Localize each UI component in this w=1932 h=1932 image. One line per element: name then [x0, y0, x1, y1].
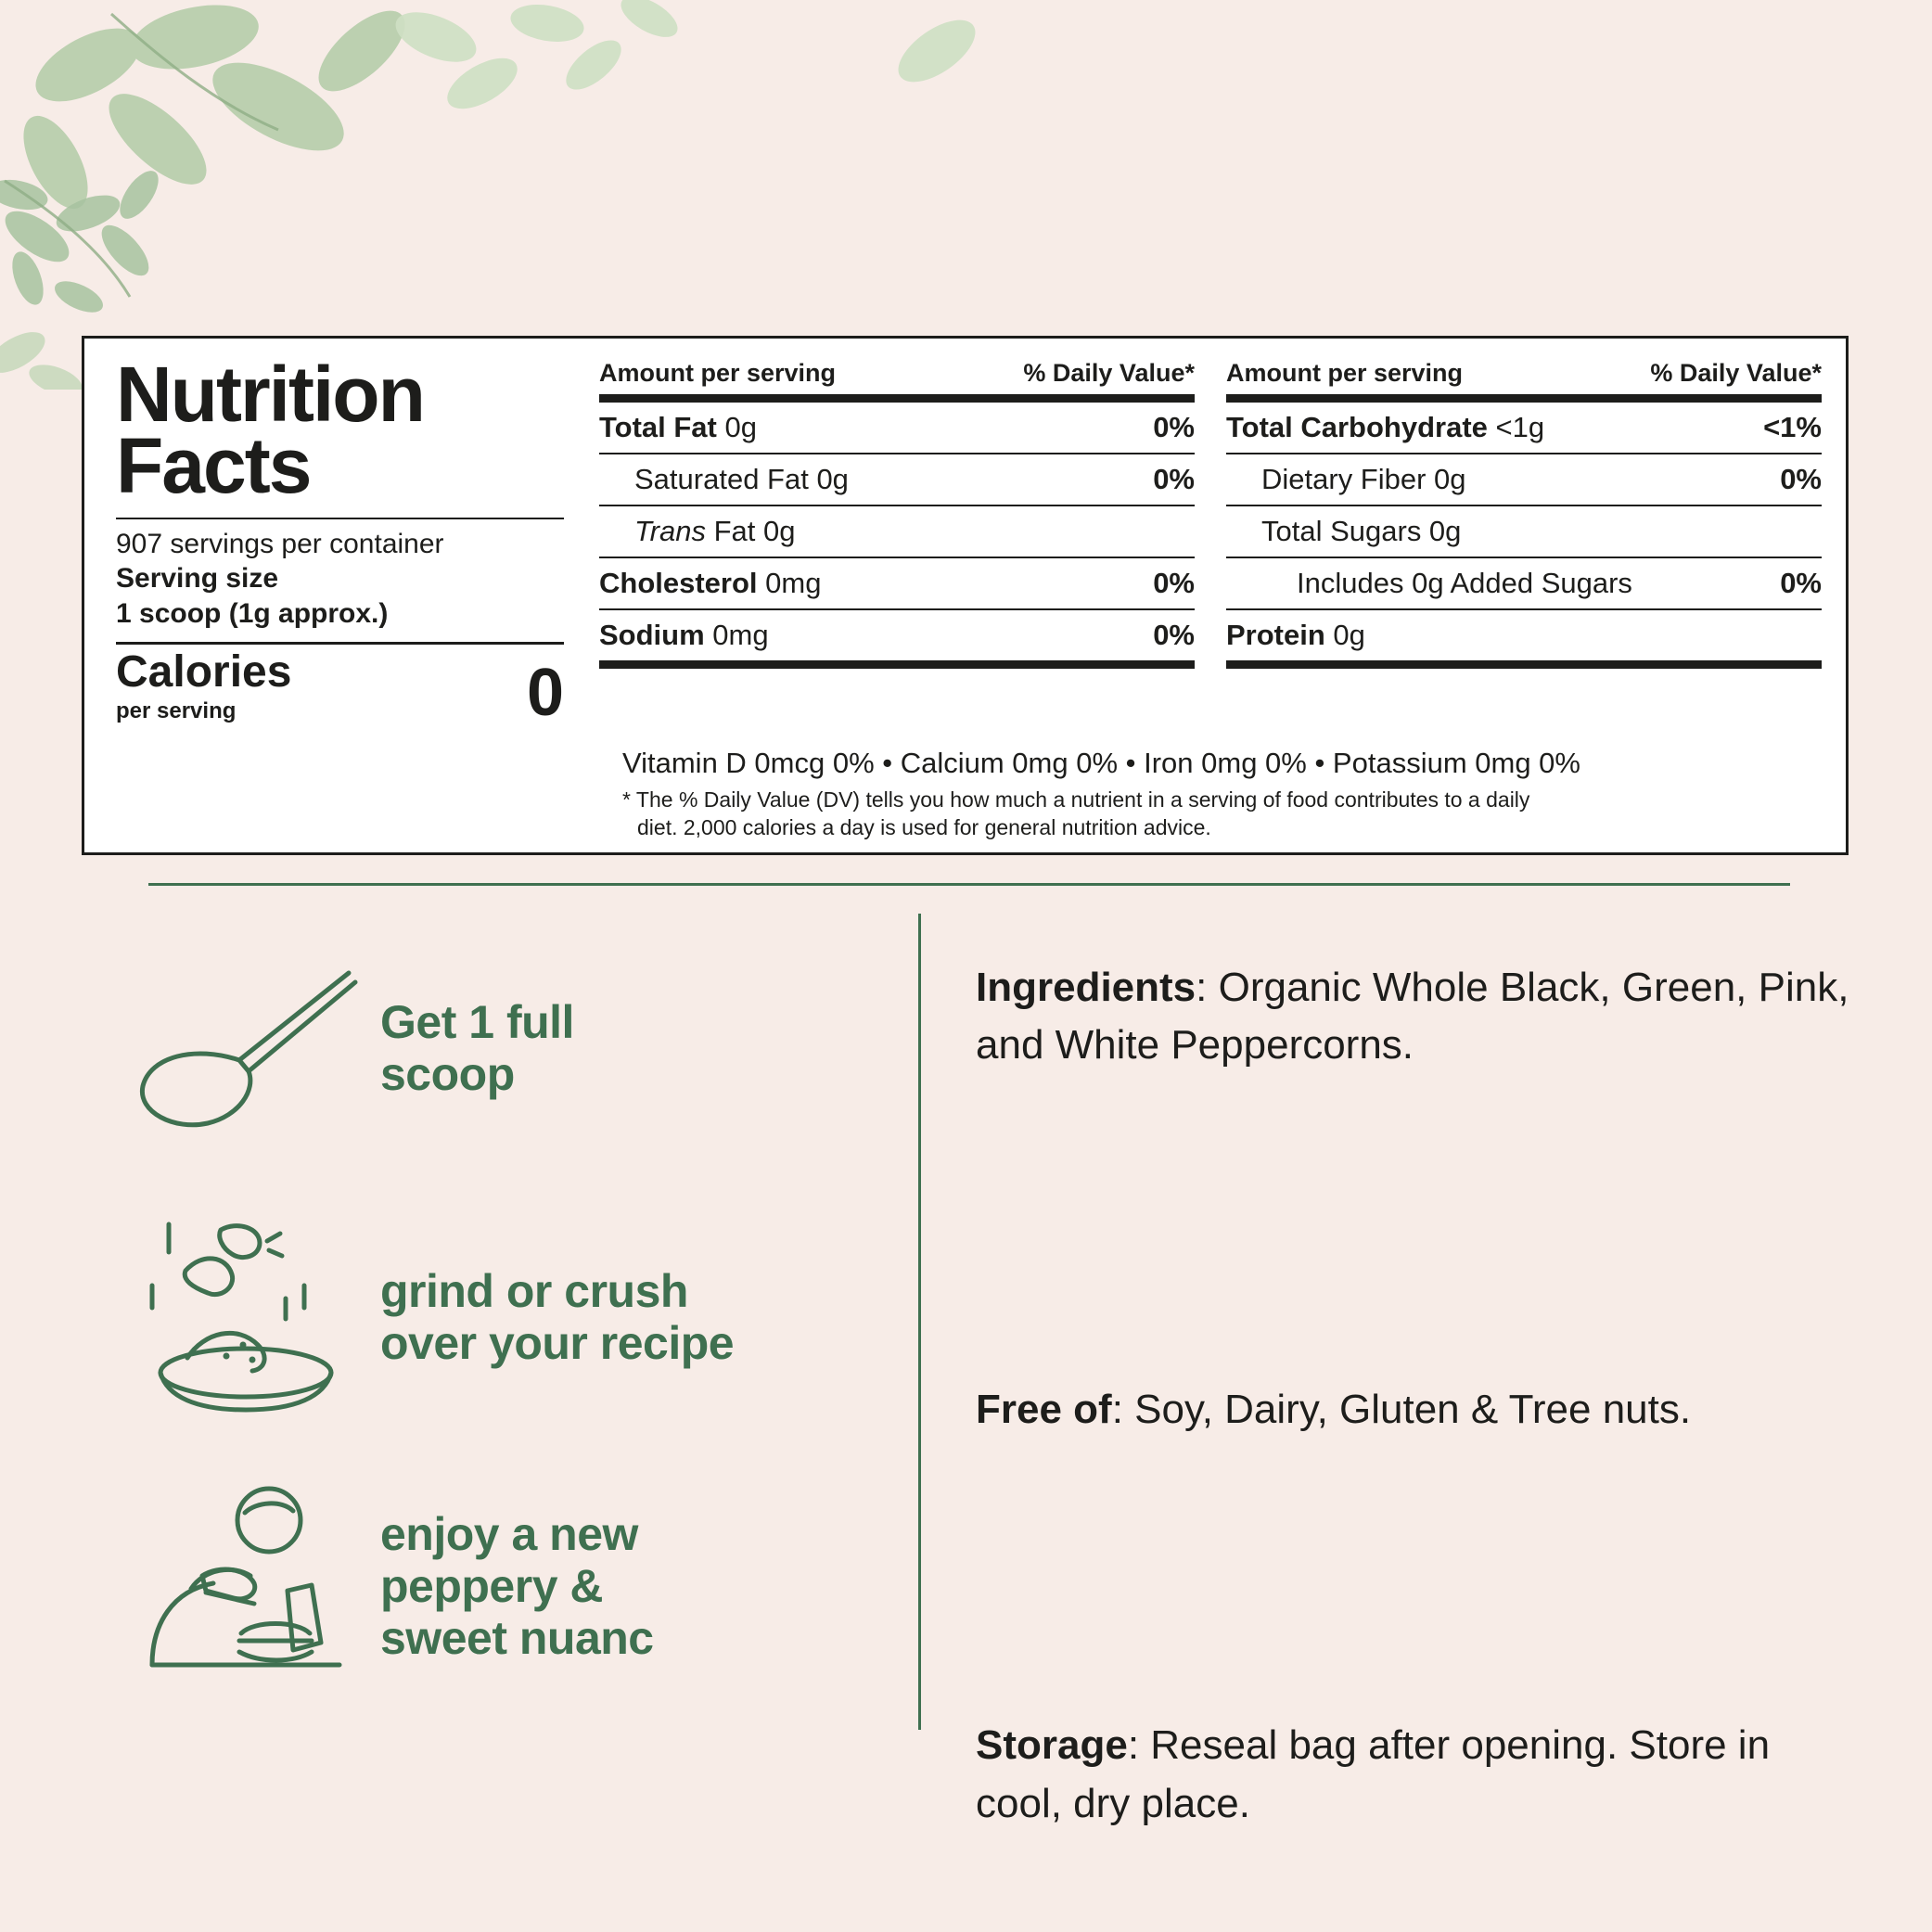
nutrient-dv: 0%	[1780, 463, 1822, 495]
daily-value-header: % Daily Value*	[1650, 359, 1822, 387]
nutrition-facts-panel	[82, 336, 1849, 855]
step-item	[111, 914, 900, 1183]
serving-size-label: Serving size	[116, 563, 279, 595]
nutrient-name: Includes 0g Added Sugars	[1297, 567, 1632, 599]
nutrient-amount: 0g	[1324, 619, 1365, 651]
nutrient-dv: 0%	[1153, 463, 1195, 495]
nutrient-dv: 0%	[1153, 567, 1195, 599]
nutrition-title-line1: Nutrition	[116, 351, 424, 438]
divider	[116, 518, 564, 519]
nutrient-row: Trans Fat 0g	[634, 515, 796, 547]
step-label-line1: enjoy a new	[380, 1508, 638, 1560]
vitamins-line: Vitamin D 0mcg 0% • Calcium 0mg 0% • Iron 0mg 0% • Potassium 0mg 0%	[622, 747, 1580, 779]
person-eating-icon	[111, 1479, 380, 1693]
step-label-line2: over your recipe	[380, 1317, 735, 1369]
step-label	[380, 1265, 734, 1369]
storage-block	[976, 1717, 1866, 1833]
amount-per-serving-header: Amount per serving	[1226, 359, 1464, 387]
step-label	[380, 996, 574, 1100]
step-label-line2: scoop	[380, 1048, 515, 1100]
footnote-line1: * The % Daily Value (DV) tells you how much a nutrient in a serving of food contributes to a daily	[622, 787, 1530, 812]
free-of-block	[976, 1381, 1866, 1439]
servings-per-container: 907 servings per container	[116, 528, 444, 559]
usage-steps	[111, 914, 900, 1721]
step-label	[380, 1508, 654, 1664]
storage-text: : Reseal bag after opening. Store in cool, dry place.	[976, 1722, 1771, 1826]
divider	[599, 394, 1195, 403]
nutrition-facts-title	[116, 351, 564, 510]
decorative-leaves	[0, 0, 1932, 390]
free-of-label: Free of	[976, 1386, 1112, 1432]
nutrient-row	[1226, 506, 1822, 557]
nutrient-name: Saturated Fat 0g	[634, 463, 849, 495]
ingredients-label: Ingredients	[976, 965, 1196, 1010]
amount-per-serving-header: Amount per serving	[599, 359, 837, 387]
nutrient-row	[599, 454, 1195, 505]
step-item	[111, 1452, 900, 1721]
storage-label: Storage	[976, 1722, 1128, 1769]
calories-label: Calories	[116, 647, 292, 697]
divider	[599, 660, 1195, 669]
vertical-divider	[918, 914, 921, 1730]
nutrient-row	[1226, 403, 1822, 453]
nutrient-amount: 0mg	[704, 619, 769, 651]
column-header-left	[599, 359, 1195, 394]
daily-value-footnote	[622, 787, 1822, 841]
step-label-line1: grind or crush	[380, 1265, 688, 1317]
nutrient-row	[1226, 610, 1822, 660]
step-label-line2: peppery &	[380, 1560, 604, 1612]
nutrient-row	[599, 558, 1195, 608]
nutrition-title-line2: Facts	[116, 422, 311, 510]
calories-sublabel: per serving	[116, 698, 237, 724]
nutrient-dv: 0%	[1780, 567, 1822, 599]
product-info	[976, 946, 1866, 1833]
ingredients-text: : Organic Whole Black, Green, Pink, and White Peppercorns.	[976, 965, 1849, 1068]
leaf-illustration-icon	[0, 0, 1932, 390]
nutrient-row	[1226, 558, 1822, 608]
nutrient-name: Total Sugars 0g	[1261, 515, 1462, 547]
nutrient-row	[599, 610, 1195, 660]
nutrient-name: Cholesterol	[599, 567, 758, 599]
nutrient-row	[599, 403, 1195, 453]
ingredients-block	[976, 959, 1866, 1075]
divider	[1226, 660, 1822, 669]
divider	[116, 642, 564, 645]
step-item	[111, 1183, 900, 1452]
nutrient-amount: 0mg	[757, 567, 822, 599]
free-of-text: : Soy, Dairy, Gluten & Tree nuts.	[1111, 1386, 1692, 1432]
nutrient-name: Sodium	[599, 619, 705, 651]
calories-row	[116, 647, 564, 730]
horizontal-divider	[148, 883, 1790, 886]
nutrient-name: Dietary Fiber 0g	[1261, 463, 1466, 495]
nutrient-dv: 0%	[1153, 411, 1195, 443]
nutrient-amount: 0g	[716, 411, 757, 443]
serving-size-value: 1 scoop (1g approx.)	[116, 597, 389, 629]
footnote-line2: diet. 2,000 calories a day is used for general nutrition advice.	[637, 814, 1211, 839]
nutrient-name: Total Carbohydrate	[1226, 411, 1488, 443]
divider	[1226, 394, 1822, 403]
nutrition-summary-column	[84, 339, 590, 852]
nutrient-dv: 0%	[1153, 619, 1195, 651]
nutrient-amount: <1g	[1487, 411, 1545, 443]
column-header-right	[1226, 359, 1822, 394]
grinding-bowl-icon	[111, 1215, 380, 1419]
calories-value: 0	[526, 655, 564, 730]
step-label-line1: Get 1 full	[380, 996, 574, 1048]
nutrient-row	[1226, 454, 1822, 505]
step-label-line3: sweet nuanc	[380, 1612, 654, 1664]
nutrient-name: Protein	[1226, 619, 1325, 651]
nutrient-name: Total Fat	[599, 411, 717, 443]
nutrient-dv: <1%	[1763, 411, 1822, 443]
daily-value-header: % Daily Value*	[1023, 359, 1195, 387]
scoop-icon	[111, 960, 380, 1136]
